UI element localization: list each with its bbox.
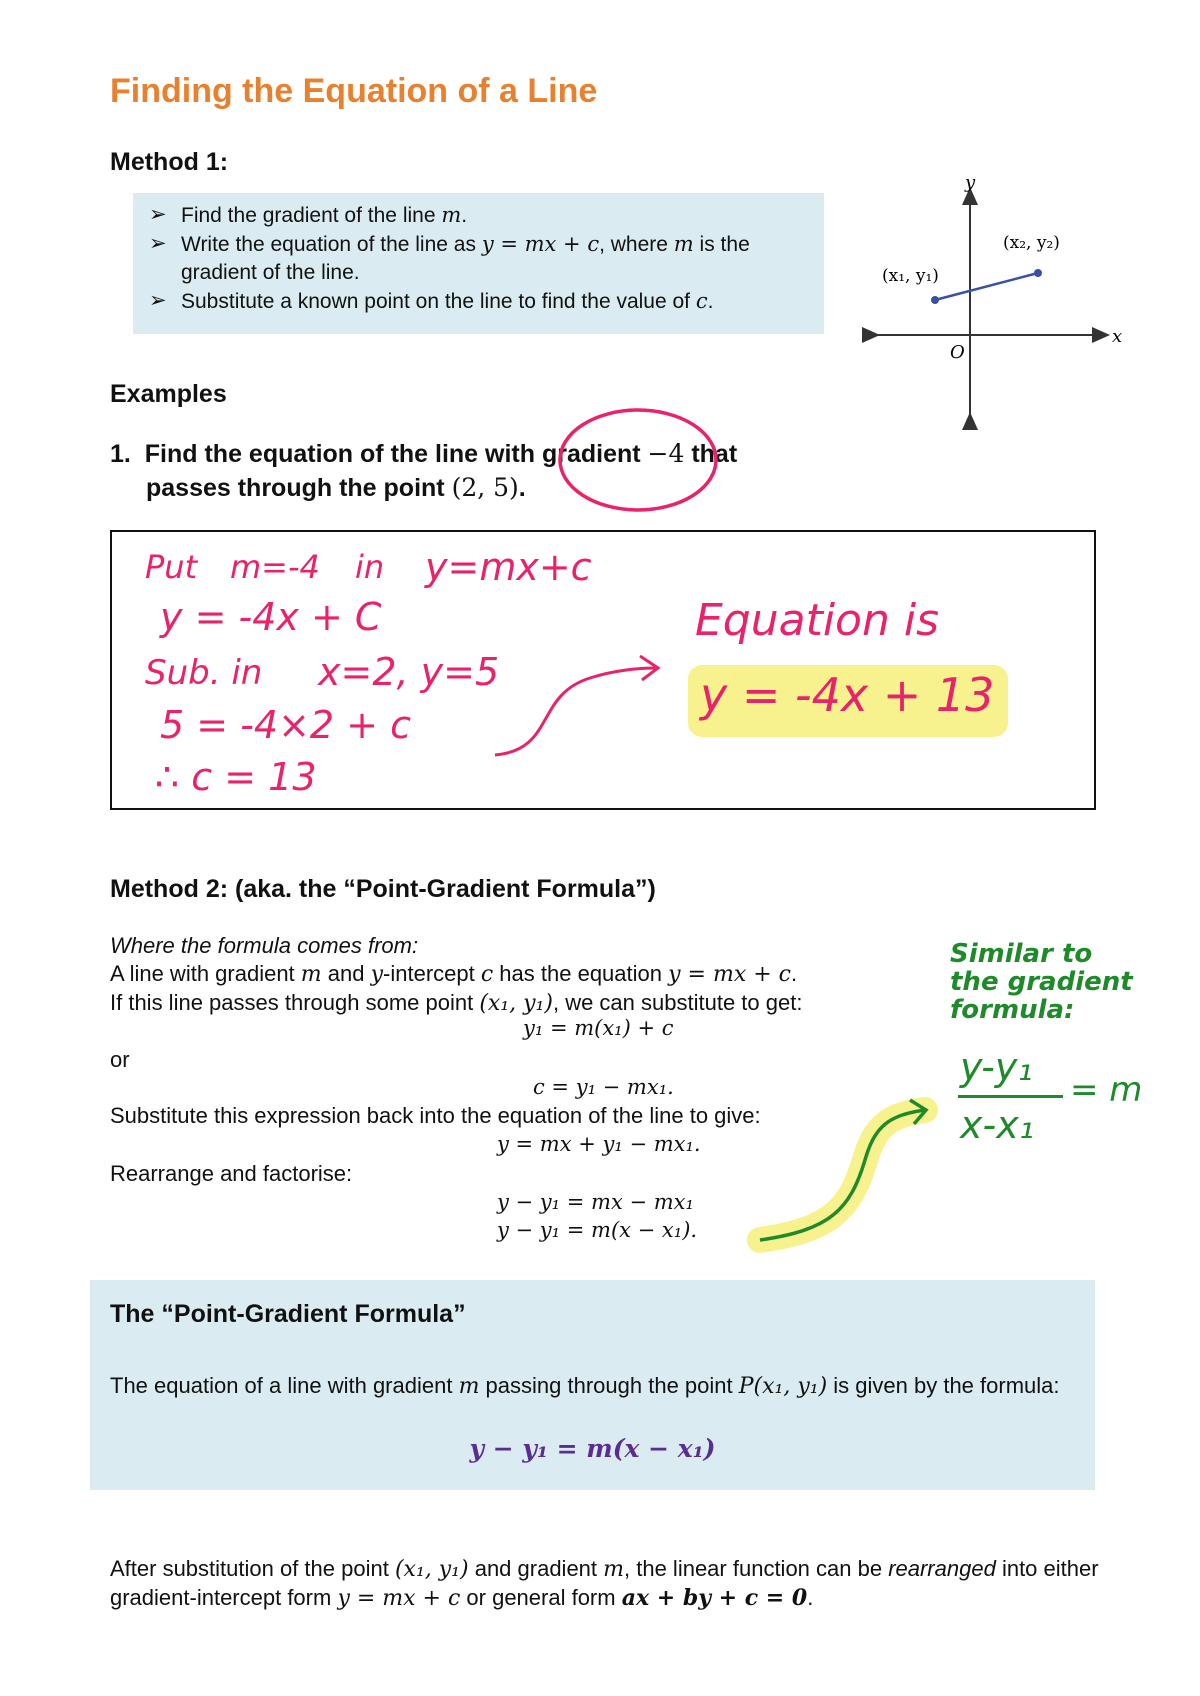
line-segment (935, 273, 1038, 300)
method2-derivation (110, 932, 910, 1018)
green-arrow-highlight (760, 1110, 925, 1240)
method1-step-1: ➢ Find the gradient of the line m. (149, 203, 468, 227)
equation-3: y = mx + y₁ − mx₁. (497, 1132, 701, 1156)
pink-circle (560, 410, 716, 510)
pink-arrow (495, 668, 655, 755)
origin-label: O (950, 342, 965, 363)
hw-ymxc: y=mx+c (425, 545, 592, 589)
pgf-text: The equation of a line with gradient m passing through the point P(x₁, y₁) is given by the formula: (110, 1373, 1060, 1399)
x-axis-label: x (1112, 326, 1123, 347)
example-1-question: 1. Find the equation of the line with gradient −4 that passes through the point (2, 5). (110, 439, 738, 502)
or-text: or (110, 1047, 130, 1072)
hw-in: in (355, 548, 385, 586)
y-axis-label: y (965, 172, 976, 193)
point-gradient-box (90, 1280, 1095, 1490)
pgf-formula: y − y₁ = m(x − x₁) (469, 1434, 716, 1463)
green-arrow-annotation (740, 1090, 940, 1270)
equation-2: c = y₁ − mx₁. (533, 1075, 674, 1099)
hw-line4: 5 = -4×2 + c (160, 703, 411, 747)
hw-sub-in: Sub. in (145, 653, 263, 693)
point-1-label: (x₁, y₁) (882, 266, 939, 286)
equation-5: y − y₁ = m(x − x₁). (497, 1218, 698, 1242)
hw-m-equals: m=-4 (230, 548, 320, 586)
hw-answer: y = -4x + 13 (700, 668, 995, 722)
equation-1: y₁ = m(x₁) + c (523, 1016, 674, 1040)
hw-frac-bar (958, 1095, 1063, 1098)
hw-line5: ∴ c = 13 (155, 755, 317, 799)
method1-step-2: ➢ Write the equation of the line as y = mx + c, where m is the gradient of the line. (149, 232, 750, 284)
where-text: Where the formula comes from: (110, 933, 419, 958)
point-2 (1034, 269, 1042, 277)
hw-equals-m: = m (1070, 1070, 1143, 1110)
method1-step-3: ➢ Substitute a known point on the line to find the value of c. (149, 289, 714, 313)
hw-equation-label: Equation is (695, 595, 939, 646)
examples-heading: Examples (110, 380, 227, 408)
hw-line2: y = -4x + C (160, 595, 382, 639)
arrow-to-answer (480, 650, 670, 770)
hw-put: Put (145, 548, 198, 586)
method1-steps-box (133, 193, 824, 334)
derivation-line-1: A line with gradient m and y-intercept c has the equation y = mx + c. (110, 961, 798, 987)
point-2-label: (x₂, y₂) (1003, 233, 1060, 253)
hw-frac-num: y-y₁ (960, 1045, 1033, 1089)
point-1 (931, 296, 939, 304)
method1-heading: Method 1: (110, 148, 229, 176)
page-title: Finding the Equation of a Line (110, 72, 598, 110)
circle-annotation (550, 400, 730, 520)
hw-sub-values: x=2, y=5 (318, 650, 500, 694)
method2-heading: Method 2: (aka. the “Point-Gradient Formula”) (110, 875, 656, 903)
equation-4: y − y₁ = mx − mx₁ (497, 1190, 694, 1214)
rearrange-text: Rearrange and factorise: (110, 1161, 353, 1186)
line-diagram (860, 170, 1160, 440)
pgf-heading: The “Point-Gradient Formula” (110, 1300, 466, 1328)
derivation-line-2: If this line passes through some point (x₁, y₁), we can substitute to get: (110, 990, 803, 1016)
hw-frac-den: x-x₁ (960, 1103, 1034, 1147)
hw-similar-note: Similar to the gradient formula: (950, 939, 1133, 1025)
closing-paragraph: After substitution of the point (x₁, y₁) and gradient m, the linear function can be rearranged into either gradient-intercept form y = mx + c or general form ax + by + c = 0. (110, 1556, 1099, 1611)
substitute-text: Substitute this expression back into the equation of the line to give: (110, 1103, 761, 1128)
